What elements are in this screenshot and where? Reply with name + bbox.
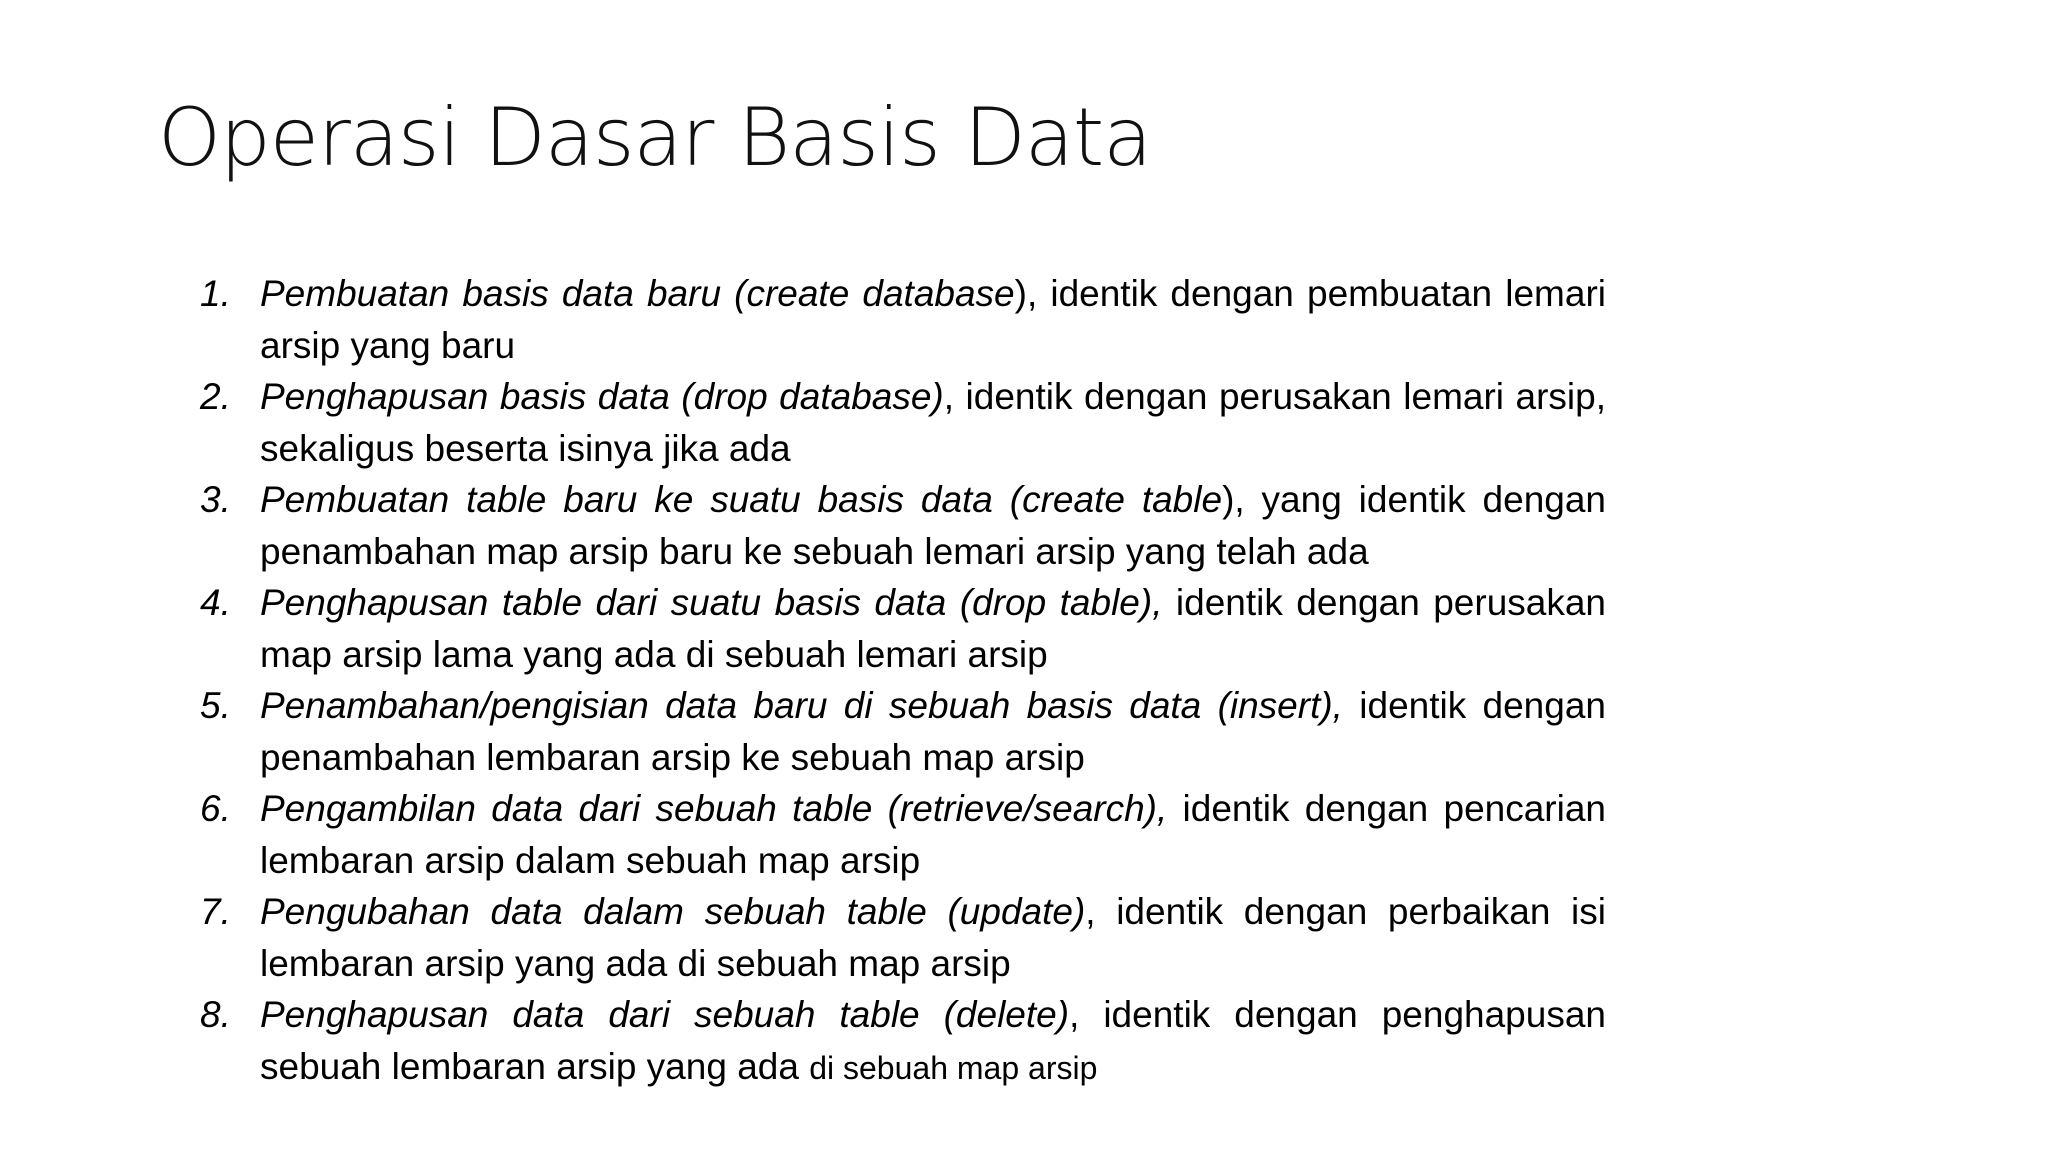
list-item	[190, 989, 1606, 1094]
list-number: 2.	[200, 376, 231, 417]
list-item	[190, 474, 1606, 577]
item-small-text: di sebuah map arsip	[809, 1049, 1098, 1086]
item-italic-text: Penghapusan basis data (drop database)	[260, 376, 944, 417]
list-number: 7.	[200, 891, 231, 932]
list-item	[190, 371, 1606, 474]
item-text: identik dengan penambahan lembaran arsip ke sebuah map arsip	[260, 685, 1606, 778]
slide-title: Operasi Dasar Basis Data	[158, 91, 1152, 184]
list-item	[190, 268, 1606, 371]
list-number: 5.	[200, 685, 231, 726]
item-italic-text: Penghapusan table dari suatu basis data (drop table),	[260, 582, 1163, 623]
list-item	[190, 886, 1606, 989]
item-italic-text: Pengambilan data dari sebuah table (retrieve/search),	[260, 788, 1168, 829]
item-text: , identik dengan penghapusan sebuah lembaran arsip yang ada	[260, 994, 1606, 1087]
operations-list	[190, 268, 1606, 1094]
list-item	[190, 680, 1606, 783]
item-text: ), yang identik dengan penambahan map arsip baru ke sebuah lemari arsip yang telah ada	[260, 479, 1606, 572]
list-number: 3.	[200, 479, 231, 520]
list-number: 8.	[200, 994, 231, 1035]
item-text: identik dengan perusakan map arsip lama yang ada di sebuah lemari arsip	[260, 582, 1606, 675]
item-italic-text: Penghapusan data dari sebuah table (delete)	[260, 994, 1070, 1035]
item-text: identik dengan pencarian lembaran arsip dalam sebuah map arsip	[260, 788, 1606, 881]
item-text: ), identik dengan pembuatan lemari arsip yang baru	[260, 273, 1606, 366]
list-number: 1.	[200, 273, 231, 314]
item-italic-text: Pembuatan table baru ke suatu basis data (create table	[260, 479, 1223, 520]
item-italic-text: Pengubahan data dalam sebuah table (update)	[260, 891, 1086, 932]
list-number: 4.	[200, 582, 231, 623]
list-item	[190, 783, 1606, 886]
item-italic-text: Penambahan/pengisian data baru di sebuah basis data (insert),	[260, 685, 1343, 726]
list-item	[190, 577, 1606, 680]
item-text: , identik dengan perbaikan isi lembaran arsip yang ada di sebuah map arsip	[260, 891, 1606, 984]
list-number: 6.	[200, 788, 231, 829]
item-italic-text: Pembuatan basis data baru (create database	[260, 273, 1015, 314]
item-text: , identik dengan perusakan lemari arsip, sekaligus beserta isinya jika ada	[260, 376, 1606, 469]
